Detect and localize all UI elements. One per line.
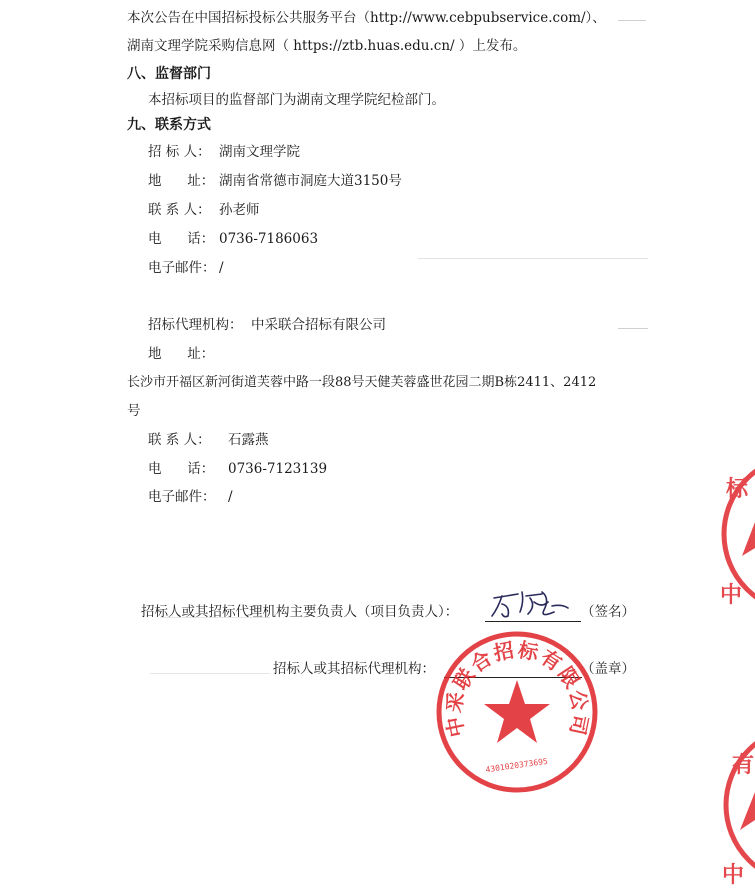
section-8-text: 本招标项目的监督部门为湖南文理学院纪检部门。	[148, 92, 445, 108]
signature-suffix: （签名）	[581, 604, 635, 620]
tenderer-contact-value: 孙老师	[219, 202, 260, 218]
seal-label: 招标人或其招标代理机构：	[273, 661, 435, 677]
tenderer-name-value: 湖南文理学院	[219, 144, 300, 160]
agency-phone-label: 电 话：	[148, 461, 215, 477]
agency-email-label: 电子邮件：	[148, 489, 216, 505]
handwritten-signature	[480, 584, 580, 624]
section-9-heading: 九、联系方式	[127, 117, 211, 133]
seal-suffix: （盖章）	[581, 661, 635, 677]
signature-label: 招标人或其招标代理机构主要负责人（项目负责人）：	[141, 604, 459, 620]
agency-address-label: 地 址：	[148, 346, 215, 362]
tenderer-email-value: /	[219, 260, 224, 276]
section-8-heading: 八、监督部门	[127, 66, 211, 82]
announcement-line-1: 本次公告在中国招标投标公共服务平台（http://www.cebpubservice.com/）、	[127, 10, 606, 26]
company-seal-stamp	[433, 628, 601, 796]
partial-seal-stamp-lower	[712, 700, 755, 889]
tenderer-address-value: 湖南省常德市洞庭大道3150号	[219, 173, 402, 189]
agency-name-label: 招标代理机构：	[148, 317, 243, 333]
scan-artifact-line	[618, 20, 646, 21]
agency-contact-label: 联 系 人：	[148, 432, 211, 448]
svg-text:中: 中	[720, 583, 743, 608]
seal-ring-text: 中采联合招标有限公司	[441, 637, 593, 740]
signature-underline	[485, 621, 581, 622]
tenderer-phone-label: 电 话：	[148, 231, 215, 247]
announcement-line-2: 湖南文理学院采购信息网（ https://ztb.huas.edu.cn/ ）上发布。	[127, 38, 527, 54]
agency-email-value: /	[228, 489, 233, 505]
agency-address-line-2: 号	[127, 403, 141, 419]
svg-text:中: 中	[722, 863, 745, 888]
agency-phone-value: 0736-7123139	[228, 461, 328, 477]
scan-artifact-line	[150, 673, 270, 674]
seal-number: 4301020373695	[485, 756, 549, 775]
svg-text:标: 标	[726, 477, 749, 502]
partial-seal-stamp-upper	[712, 444, 755, 624]
svg-text:有: 有	[732, 753, 755, 778]
tenderer-phone-value: 0736-7186063	[219, 231, 319, 247]
scan-artifact-line	[618, 328, 648, 329]
tenderer-contact-label: 联 系 人：	[148, 202, 211, 218]
agency-address-line-1: 长沙市开福区新河街道芙蓉中路一段88号天健芙蓉盛世花园二期B栋2411、2412	[127, 375, 597, 390]
scan-artifact-line	[418, 258, 648, 259]
agency-name-value: 中采联合招标有限公司	[251, 317, 386, 333]
tenderer-email-label: 电子邮件：	[148, 260, 216, 276]
tenderer-address-label: 地 址：	[148, 173, 215, 189]
agency-contact-value: 石露燕	[228, 432, 269, 448]
tenderer-name-label: 招 标 人：	[148, 144, 211, 160]
